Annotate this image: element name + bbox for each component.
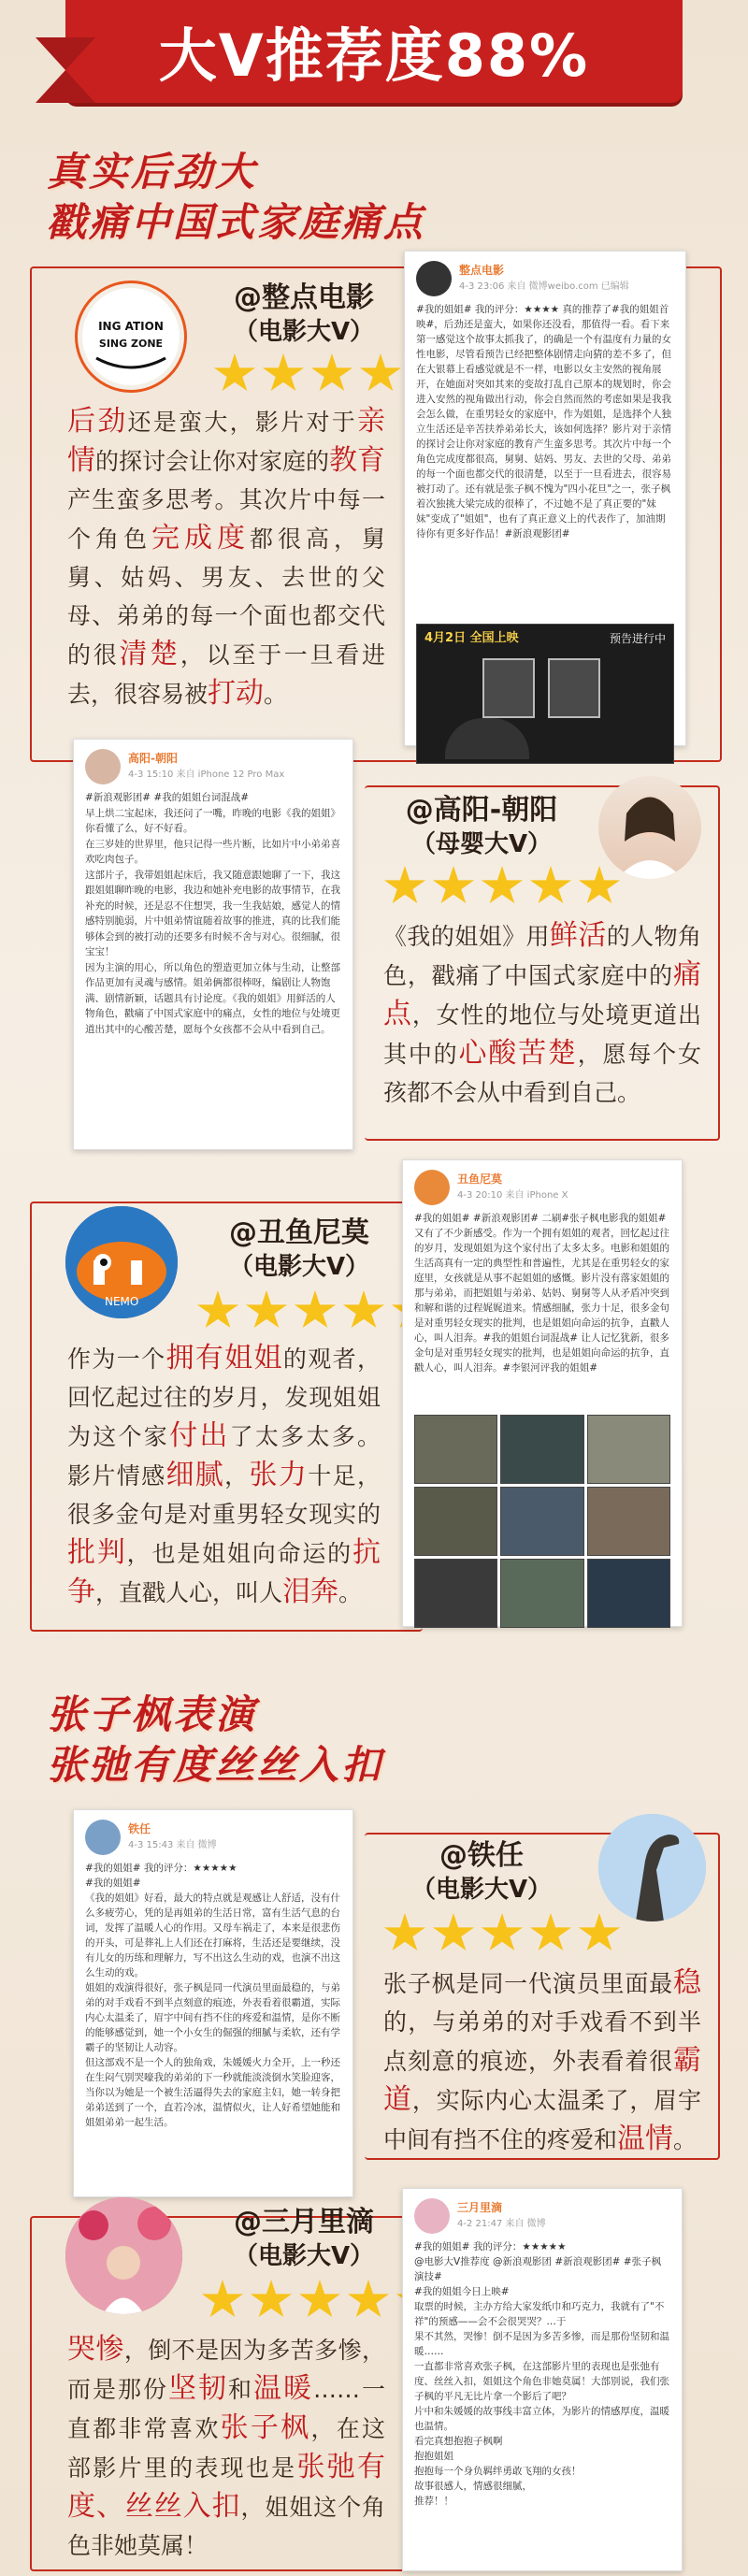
- avatar: [598, 1814, 706, 1921]
- photo-grid: [414, 1415, 670, 1628]
- avatar: [85, 1820, 121, 1855]
- star-icon: [201, 2280, 244, 2321]
- star-icon: [432, 866, 475, 907]
- star-icon: [578, 866, 621, 907]
- svg-text:NEMO: NEMO: [105, 1295, 139, 1308]
- avatar: [65, 2197, 182, 2314]
- post-body: #我的姐姐# 我的评分：★★★★ 真的推荐了#我的姐姐首映#，后劲还是蛮大，如果你还没看，那值得一看。看下来第一感觉这个故事太抓我了，的确是一个有温度有力量的女性电影，尽管看预告已经把整体剧情走向猜的差不多了，但在大银幕上看感觉就是不一样，电影以女主安然的视角展开，在她面对突如其来的变故打乱自己原本的规划时，你会进入安然的视角做出行动，你会自然而然的考虑如果是我我会怎么做，在重男轻女的家庭中，作为姐姐，是选择个人独立生活还是辛苦扶养弟弟长大，该如何选择？影片对于亲情的探讨会让你对家庭的教育产生蛮多思考。其次片中每一个角色完成度都很高，舅舅、姑妈、男友、去世的父母、弟弟的每一个面也都交代的很清楚，以至于一旦看进去，很容易被打动了。还有就是张子枫不愧为"四小花旦"之一，张子枫着次独挑大梁完成的很棒了，不过她不是了真正要的"妹妹"变成了"姐姐"，也有了真正意义上的代表作了，加油期待你有更多好作品！#新浪观影团#: [416, 304, 671, 540]
- star-icon: [359, 353, 402, 395]
- avatar: [75, 281, 187, 393]
- star-rating: [196, 1290, 434, 1331]
- star-icon: [529, 1913, 572, 1954]
- star-icon: [262, 353, 305, 395]
- post-username[interactable]: 高阳-朝阳: [128, 752, 178, 765]
- poster-caption: 4月2日 全国上映: [424, 631, 519, 645]
- reviewer-name[interactable]: @铁任: [439, 1839, 524, 1872]
- post-meta: 4-3 15:43 来自 微博: [128, 1840, 217, 1850]
- star-icon: [347, 2280, 390, 2321]
- poster-tag: 预告进行中: [609, 632, 666, 645]
- post-username[interactable]: 铁任: [128, 1822, 151, 1835]
- post-username[interactable]: 丑鱼尼莫: [457, 1173, 503, 1186]
- star-icon: [529, 866, 572, 907]
- movie-still[interactable]: [587, 1559, 670, 1628]
- avatar: [414, 1170, 450, 1205]
- review-summary: 《我的姐姐》用鲜活的人物角色，戳痛了中国式家庭中的痛点，女性的地位与处境更道出其中的心酸苦楚，愿每个女孩都不会从中看到自己。: [383, 919, 701, 1106]
- avatar: [65, 1206, 178, 1318]
- post-body: #我的姐姐# 我的评分：★★★★★ @电影大V推荐度 @新浪观影团 #新浪观影团# #张子枫演技# #我的姐姐今日上映# 取票的时候，主办方给大家发纸巾和巧克力，我就有了"不祥"的预感——会不会很哭哭？…于 果不其然，哭惨！倒不是因为多苦多惨，而是那份坚韧和温暖…… 一直都非常喜欢张子枫，在这部影片里的表现也是张弛有度、丝丝入扣，姐姐这个角色非她莫属！大部别说，我们张子枫的平凡无比片拿一个影后了吧？ 片中和朱媛媛的故事线丰富立体，为影片的情感厚度，温暖也温情。 看完真想抱抱子枫啊 抱抱姐姐 抱抱每一个身负羁绊勇敢飞翔的女孩！ 故事很感人，情感很细腻， 推荐！！: [414, 2241, 669, 2507]
- avatar: [414, 2198, 450, 2234]
- section-heading-1-line1: 真实后劲大: [47, 149, 258, 194]
- movie-still[interactable]: [414, 1559, 497, 1628]
- weibo-post-card[interactable]: [73, 739, 353, 1150]
- post-body: #我的姐姐# 我的评分：★★★★★ #我的姐姐# 《我的姐姐》好看，最大的特点就是观感让人舒适，没有什么多疲劳心，凭的是再姐弟的生活日常，富有生活气息的台词，发挥了温暖人心的作用。又母车祸走了，本来是很悲伤的开头，可是葬礼上人们还在打麻将，生活还是要继续，没有儿女的历练和理解力，写不出这么生动的戏，也演不出这么生动的戏。 姐姐的戏演得很好，张子枫是同一代演员里面最稳的，与弟弟的对手戏看不到半点刻意的痕迹，外表看着很霸道，实际内心太温柔了，眉宇中间有挡不住的疼爱和温情，是你不断的能够感觉到，她一个小女生的倔强的细腻与柔软，还有学霸子的坚韧让人动容。 但这部戏不是一个人的独角戏，朱媛媛火力全开，上一秒还在生闷气别哭嚎我的弟弟的下一秒就能淡淡倒水笑脸迎客，当你以为她是一个被生活逼得失去的家庭主妇，她一转身把弟弟送到了一个，直若冷冰，温情似火，让人好希望她能和姐姐弟弟一起生活。: [85, 1863, 340, 2128]
- reviewer-name[interactable]: @三月里滴: [234, 2206, 374, 2238]
- svg-text:SING ZONE: SING ZONE: [98, 338, 164, 350]
- star-icon: [342, 1290, 385, 1331]
- movie-still[interactable]: [500, 1487, 583, 1556]
- post-meta: 4-2 21:47 来自 微博: [457, 2219, 546, 2229]
- star-icon: [383, 1913, 426, 1954]
- movie-still[interactable]: [414, 1415, 497, 1484]
- post-meta: 4-3 20:10 来自 iPhone X: [457, 1190, 568, 1201]
- star-icon: [383, 866, 426, 907]
- star-icon: [481, 1913, 524, 1954]
- star-rating: [383, 866, 621, 907]
- avatar: [85, 749, 121, 784]
- review-summary: 后劲还是蛮大，影片对于亲情的探讨会让你对家庭的教育产生蛮多思考。其次片中每一个角色完成度都很高，舅舅、姑妈、男友、去世的父母、弟弟的每一个面也都交代的很清楚，以至于一旦看进去，很容易被打动。: [67, 405, 386, 710]
- review-summary: 作为一个拥有姐姐的观者，回忆起过往的岁月，发现姐姐为这个家付出了太多太多。影片情感细腻，张力十足，很多金句是对重男轻女现实的批判，也是姐姐向命运的抗争，直戳人心，叫人泪奔。: [67, 1342, 381, 1608]
- star-icon: [298, 2280, 341, 2321]
- movie-still[interactable]: [414, 1487, 497, 1556]
- weibo-post-card[interactable]: [402, 2188, 683, 2571]
- star-icon: [250, 2280, 293, 2321]
- post-body: #我的姐姐# #新浪观影团# 二刷#张子枫电影我的姐姐# 又有了不少新感受。作为一个拥有姐姐的观者，回忆起过往的岁月，发现姐姐为这个家付出了太多太多。电影和姐姐的生活高真有一定的典型性和普遍性，尤其是在重男轻女的家庭里，女孩就是从事不起姐姐的感慨。影片没有落家姐姐的那与弟弟，而把姐姐与弟弟、姑妈、舅舅等人从矛盾冲突到和解和谐的过程娓娓道来。情感细腻，张力十足，很多金句是对重男轻女现实的批判，也是姐姐向命运的抗争，直戳人心，叫人泪奔。#我的姐姐台词混战# 让人记忆犹新，很多金句是对重男轻女现实的批判，也是姐姐向命运的抗争，直戳人心，叫人泪奔。#李银河评我的姐姐#: [414, 1213, 669, 1374]
- movie-poster: [416, 624, 674, 764]
- post-meta: 4-3 15:10 来自 iPhone 12 Pro Max: [128, 770, 285, 780]
- star-rating: [383, 1913, 621, 1954]
- star-icon: [481, 866, 524, 907]
- reviewer-role: （电影大V）: [228, 1253, 370, 1281]
- reviewer-name[interactable]: @高阳-朝阳: [405, 794, 558, 827]
- star-icon: [213, 353, 256, 395]
- avatar: [416, 261, 452, 296]
- section-heading-2-line1: 张子枫表演: [47, 1691, 258, 1737]
- movie-still[interactable]: [587, 1415, 670, 1484]
- weibo-post-card[interactable]: [73, 1809, 353, 2197]
- movie-still[interactable]: [500, 1559, 583, 1628]
- svg-text:ING ATION: ING ATION: [98, 320, 164, 333]
- avatar: [598, 776, 701, 879]
- post-username[interactable]: 整点电影: [459, 264, 505, 277]
- weibo-post-card[interactable]: [404, 251, 686, 746]
- post-body: #新浪观影团# #我的姐姐台词混战# 早上烘二宝起床，我还问了一嘴，昨晚的电影《我的姐姐》你看懂了么，好不好看。 在三岁娃的世界里，他只记得一些片断，比如片中小弟弟喜欢吃肉包子。 这部片子，我带姐姐起床后，我又随意跟她聊了一下，我这跟姐姐聊昨晚的电影，我边和她补充电影的故事情节，在我补充的时候，还是忍不住想哭，我一生我姑娘，感觉人的情感特别脆弱，片中姐弟情谊随着故事的推进，真的比我们能够体会到的被打动的还要多有时候不舍与对心。很细腻，很宝宝！ 因为主演的用心，所以角色的塑造更加立体与生动，让整部作品更加有灵魂与感情。姐弟俩都很棒呀，编剧让人物饱满、剧情新颖，话题具有讨论度。《我的姐姐》用鲜活的人物角色，戳痛了中国式家庭中的痛点，女性的地位与处境更道出其中的心酸苦楚，愿每个女孩都不会从中看到自己。: [85, 792, 340, 1035]
- section-heading-1-line2: 戳痛中国式家庭痛点: [47, 199, 426, 245]
- reviewer-role: （母婴大V）: [410, 830, 553, 858]
- section-heading-2-line2: 张弛有度丝丝入扣: [47, 1742, 384, 1788]
- review-summary: 张子枫是同一代演员里面最稳的，与弟弟的对手戏看不到半点刻意的痕迹，外表看着很霸道，实际内心太温柔了，眉宇中间有挡不住的疼爱和温情。: [383, 1966, 701, 2155]
- reviewer-name[interactable]: @整点电影: [234, 281, 374, 314]
- star-icon: [578, 1913, 621, 1954]
- star-icon: [432, 1913, 475, 1954]
- star-icon: [245, 1290, 288, 1331]
- review-summary: 哭惨，倒不是因为多苦多惨，而是那份坚韧和温暖……一直都非常喜欢张子枫，在这部影片里的表现也是张弛有度、丝丝入扣，姐姐这个角色非她莫属！: [67, 2333, 385, 2559]
- page-title: 大V推荐度88%: [158, 22, 590, 90]
- reviewer-role: （电影大V）: [233, 318, 375, 346]
- reviewer-role: （电影大V）: [233, 2242, 375, 2270]
- weibo-post-card[interactable]: [402, 1159, 683, 1627]
- star-icon: [294, 1290, 337, 1331]
- star-icon: [310, 353, 353, 395]
- movie-still[interactable]: [500, 1415, 583, 1484]
- star-icon: [196, 1290, 239, 1331]
- movie-still[interactable]: [587, 1487, 670, 1556]
- post-meta: 4-3 23:06 来自 微博weibo.com 已编辑: [459, 281, 629, 292]
- reviewer-role: （电影大V）: [410, 1876, 553, 1904]
- reviewer-name[interactable]: @丑鱼尼莫: [229, 1216, 369, 1249]
- post-username[interactable]: 三月里滴: [457, 2201, 503, 2214]
